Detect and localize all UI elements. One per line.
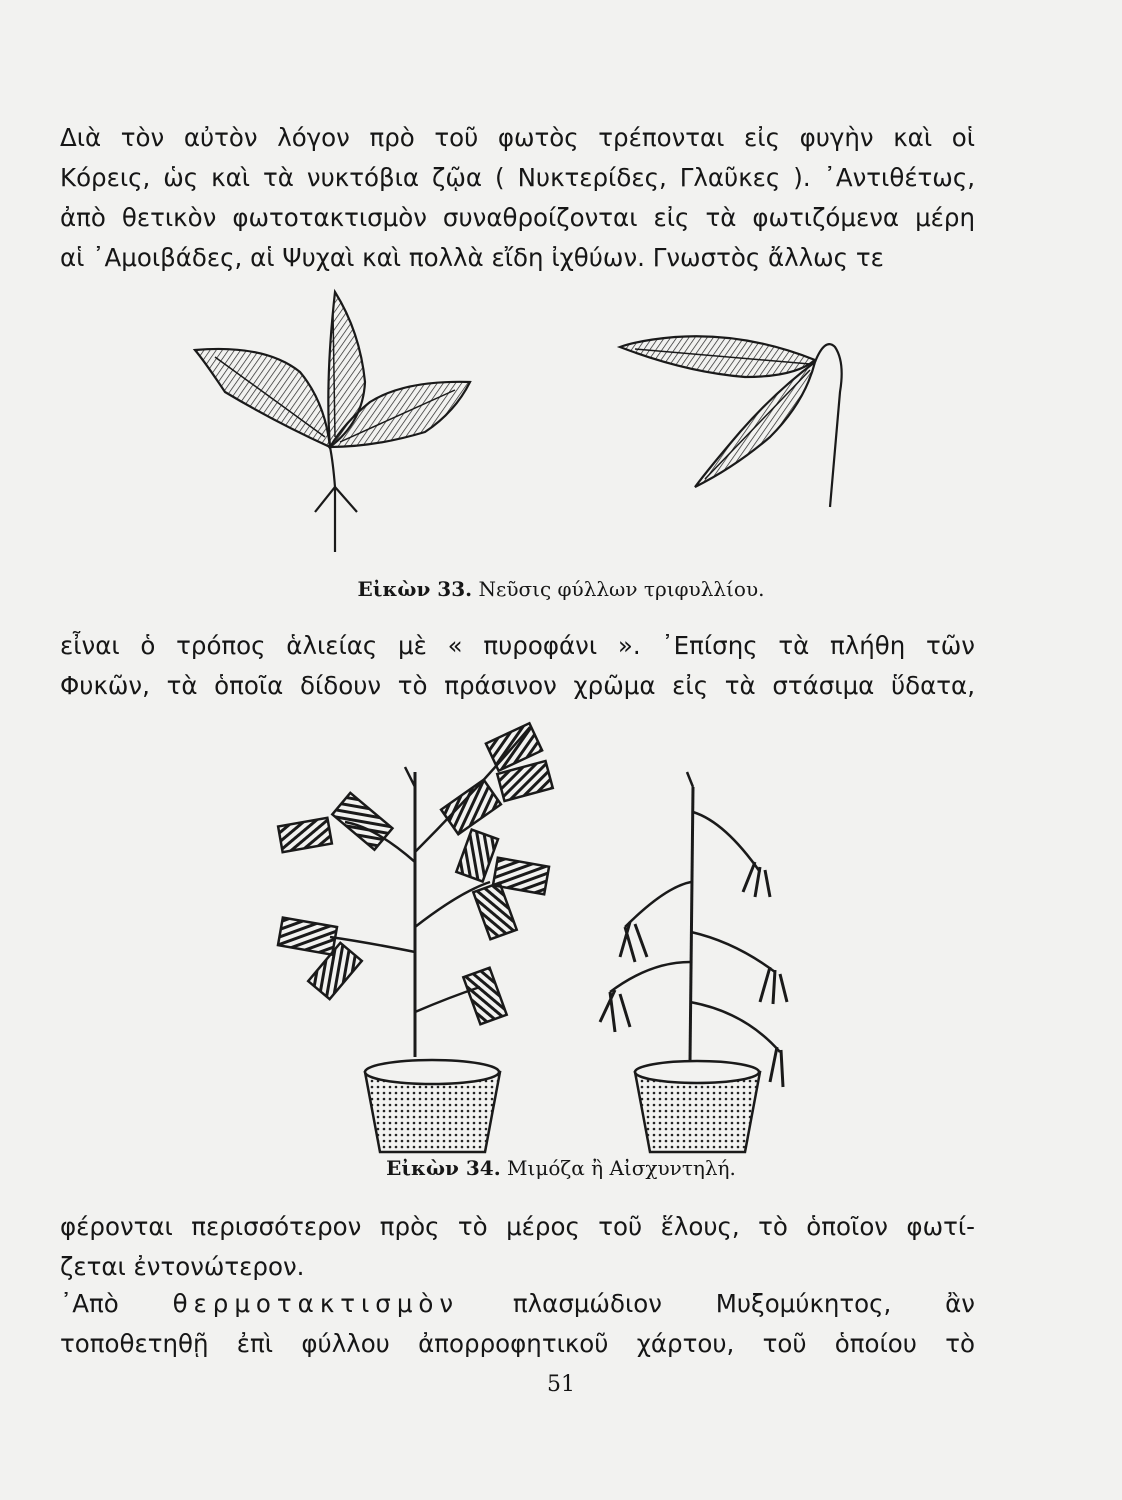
text-line [60, 1284, 975, 1324]
figure-33-caption [0, 577, 1122, 601]
text-line: Κόρεις, ὡς καὶ τὰ νυκτόβια ζῷα ( Νυκτερίδες, Γλαῦκες ). ᾿Αντιθέτως, [60, 163, 975, 192]
paragraph-3 [60, 1207, 975, 1287]
paragraph-1 [60, 118, 975, 278]
emphasized-term: θερμοτακτισμὸν [172, 1289, 460, 1318]
text-line: ζεται ἐντονώτερον. [60, 1252, 305, 1281]
text-line: Φυκῶν, τὰ ὁποῖα δίδουν τὸ πράσινον χρῶμα εἰς τὰ στάσιμα ὕδατα, [60, 671, 975, 700]
open-clover-drawing [195, 292, 470, 552]
open-mimosa-drawing [278, 723, 553, 1152]
figure-34-caption [0, 1156, 1122, 1180]
text-line: αἱ ᾿Αμοιβάδες, αἱ Ψυχαὶ καὶ πολλὰ εἴδη ἰχθύων. Γνωστὸς ἄλλως τε [60, 243, 884, 272]
paragraph-lead: ᾿Απὸ [60, 1289, 119, 1318]
text-line: ἀπὸ θετικὸν φωτοτακτισμὸν συναθροίζονται εἰς τὰ φωτιζόμενα μέρη [60, 203, 975, 232]
paragraph-rest: πλασμώδιον Μυξομύκητος, ἂν [512, 1289, 975, 1318]
folded-clover-drawing [620, 336, 842, 507]
page-number: 51 [547, 1372, 575, 1397]
figure-label: Εἰκὼν 33. [357, 577, 473, 601]
text-line: τοποθετηθῇ ἐπὶ φύλλου ἀπορροφητικοῦ χάρτου, τοῦ ὁποίου τὸ [60, 1329, 975, 1358]
text-line: εἶναι ὁ τρόπος ἁλιείας μὲ « πυροφάνι ». ᾿Επίσης τὰ πλήθη τῶν [60, 631, 975, 660]
figure-label: Εἰκὼν 34. [386, 1156, 501, 1180]
text-line: Διὰ τὸν αὐτὸν λόγον πρὸ τοῦ φωτὸς τρέπονται εἰς φυγὴν καὶ οἱ [60, 123, 975, 152]
figure-caption-text: Νεῦσις φύλλων τριφυλλίου. [478, 577, 765, 601]
paragraph-4 [60, 1284, 975, 1364]
figure-34-mimosa-illustration [255, 712, 855, 1157]
closed-mimosa-drawing [600, 772, 787, 1152]
paragraph-2 [60, 626, 975, 706]
figure-caption-text: Μιμόζα ἢ Αἰσχυντηλή. [507, 1156, 736, 1180]
figure-33-clover-illustration [185, 272, 865, 557]
text-line: φέρονται περισσότερον πρὸς τὸ μέρος τοῦ ἕλους, τὸ ὁποῖον φωτί- [60, 1212, 975, 1241]
